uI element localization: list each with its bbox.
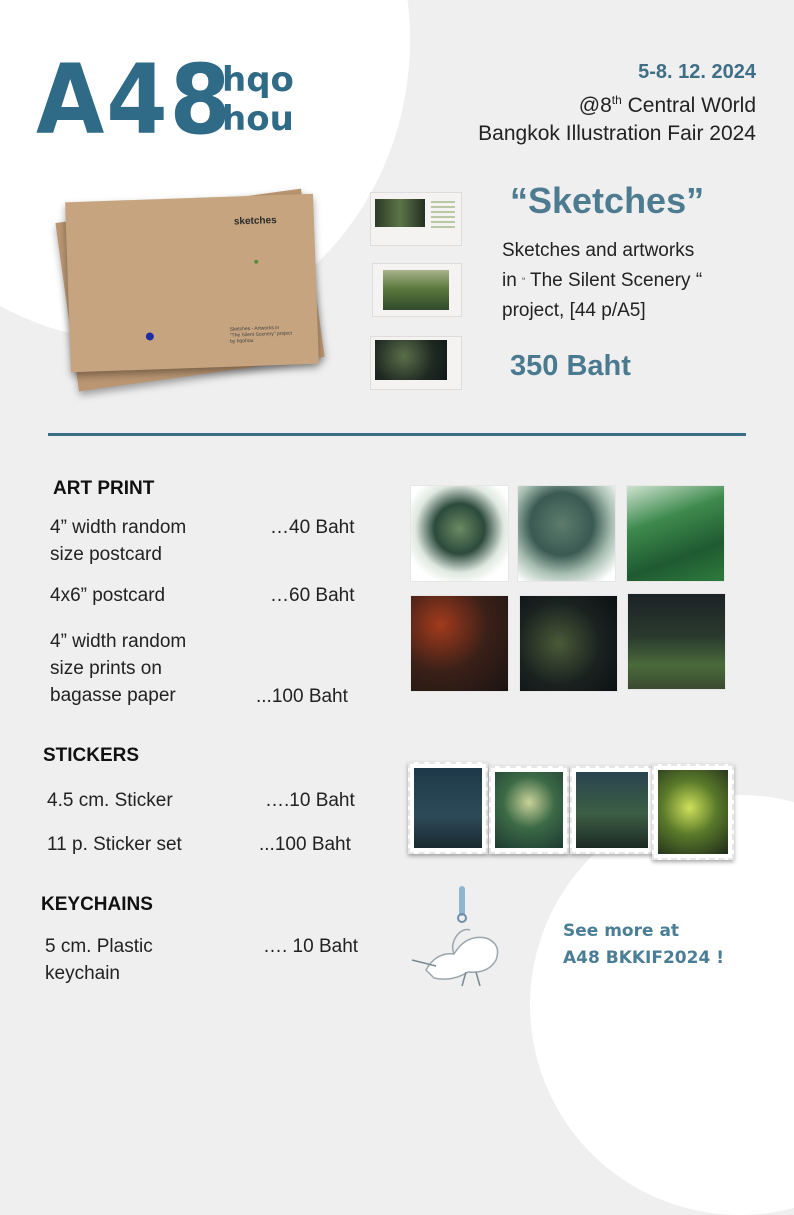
event-date: 5-8. 12. 2024 <box>638 61 756 83</box>
book-title: “Sketches” <box>510 180 705 221</box>
art-print-image-4 <box>410 595 509 692</box>
art-print-image-6 <box>627 593 726 690</box>
brand-sub-line-2: hou <box>222 99 294 139</box>
sticker-item-2: 11 p. Sticker set <box>47 834 182 855</box>
section-divider <box>48 433 746 436</box>
sticker-item-1: 4.5 cm. Sticker <box>47 790 173 811</box>
book-cover-title: sketches <box>233 215 277 228</box>
art-print-image-5 <box>519 595 618 692</box>
art-print-image-2 <box>517 485 616 582</box>
book-description: Sketches and artworks in “ The Silent Scenery “ project, [44 p/A5] <box>502 240 703 322</box>
book-preview-page-2 <box>372 263 462 317</box>
art-print-item-1-price: …40 Baht <box>270 517 355 538</box>
brand-logo: A48 <box>36 44 233 156</box>
see-more-text: See more at A48 BKKIF2024 ! <box>563 921 724 968</box>
book-price: 350 Baht <box>510 350 631 382</box>
sticker-item-1-price: ….10 Baht <box>265 790 355 811</box>
book-cover-dot-blue <box>146 332 154 340</box>
sticker-item-2-price: ...100 Baht <box>259 834 351 855</box>
event-info <box>478 58 756 148</box>
book-cover-dot-green <box>254 260 258 264</box>
art-print-image-1 <box>410 485 509 582</box>
event-fair-name: Bangkok Illustration Fair 2024 <box>478 122 756 145</box>
art-print-item-1: 4” width random size postcard <box>50 517 187 565</box>
keychain-item-1-price: …. 10 Baht <box>263 936 359 957</box>
book-cover-caption: Sketches - Artworks in "The Silent Scenery" project by hqohou <box>229 324 293 345</box>
art-print-item-3-price: ...100 Baht <box>256 686 348 707</box>
art-print-item-2-price: …60 Baht <box>270 585 355 606</box>
stickers-heading: STICKERS <box>43 745 140 766</box>
art-print-image-3 <box>626 485 725 582</box>
art-print-item-3: 4” width random size prints on bagasse paper <box>50 631 187 706</box>
keychains-heading: KEYCHAINS <box>41 894 153 915</box>
book-front-cover <box>65 194 319 373</box>
sticker-image-4 <box>652 764 734 860</box>
event-venue: @8th Central W0rld <box>578 93 756 117</box>
brand-sub-line-1: hqo <box>222 60 294 100</box>
book-preview-page-3 <box>370 336 462 390</box>
sticker-image-1 <box>408 762 488 854</box>
sticker-image-3 <box>570 766 654 854</box>
keychain-item-1: 5 cm. Plastic keychain <box>45 936 153 984</box>
art-print-heading: ART PRINT <box>53 478 155 499</box>
keychain-heron-image <box>406 882 518 990</box>
book-preview-page-1 <box>370 192 462 246</box>
art-print-item-2: 4x6” postcard <box>50 585 166 606</box>
sticker-image-2 <box>489 766 569 854</box>
